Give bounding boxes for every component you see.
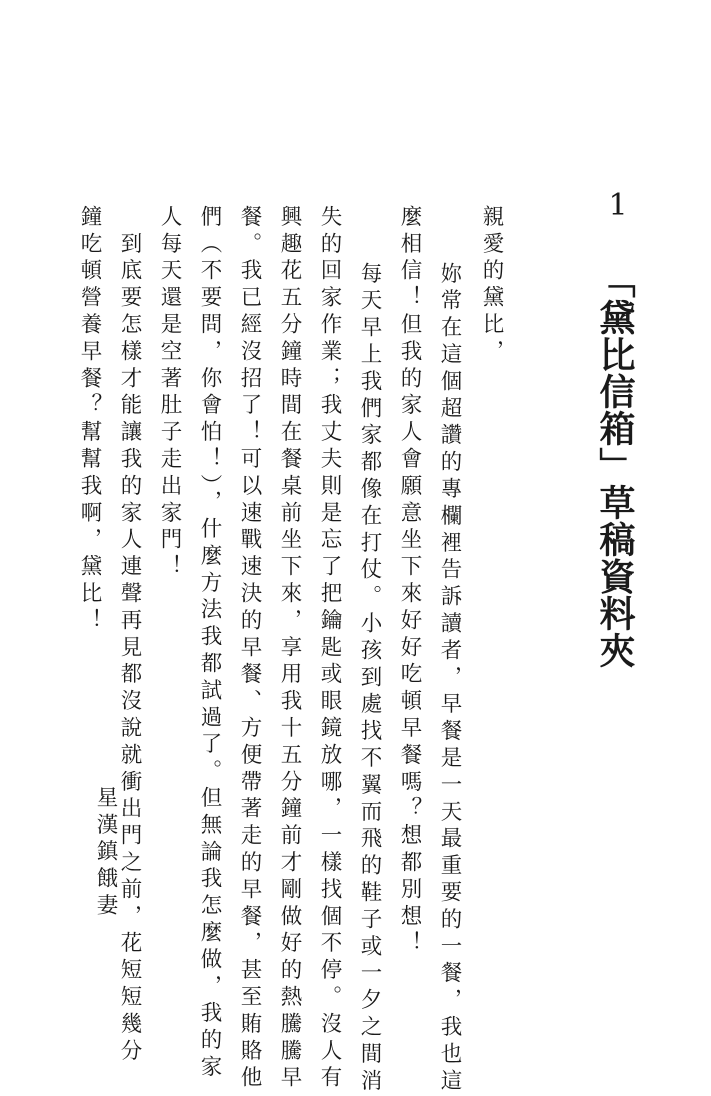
letter-line: 每天早上我們家都像在打仗。小孩到處找不翼而飛的鞋子或一夕之間消	[357, 235, 382, 1096]
letter-line: 到底要怎樣才能讓我的家人連聲再見都沒說就衝出門之前，花短短幾分	[117, 205, 142, 1066]
letter-line: 興趣花五分鐘時間在餐桌前坐下來，享用我十五分鐘前才剛做好的熱騰騰早	[277, 205, 302, 1093]
letter-line: 妳常在這個超讚的專欄裡告訴讀者，早餐是一天最重要的一餐，我也這	[437, 235, 462, 1096]
letter-line: 餐。我已經沒招了！可以速戰速決的早餐、方便帶著走的早餐，甚至賄賂他	[237, 205, 262, 1093]
letter-line: 人每天還是空著肚子走出家門！	[157, 205, 182, 582]
chapter-title: 「黛比信箱」草稿資料夾	[594, 262, 636, 669]
letter-salutation: 親愛的黛比，	[479, 205, 504, 367]
letter-line: 失的回家作業；我丈夫則是忘了把鑰匙或眼鏡放哪，一樣找個不停。沒人有	[317, 205, 342, 1093]
chapter-number: 1	[608, 188, 628, 223]
letter-signature: 星漢鎮餓妻	[93, 786, 118, 921]
letter-line: 鐘吃頓營養早餐？幫幫我啊，黛比！	[77, 205, 102, 636]
letter-line: 們（不要問，你會怕！），什麼方法我都試過了。但無論我怎麼做，我的家	[197, 205, 222, 1082]
letter-line: 麼相信！但我的家人會願意坐下來好好吃頓早餐嗎？想都別想！	[397, 205, 422, 959]
